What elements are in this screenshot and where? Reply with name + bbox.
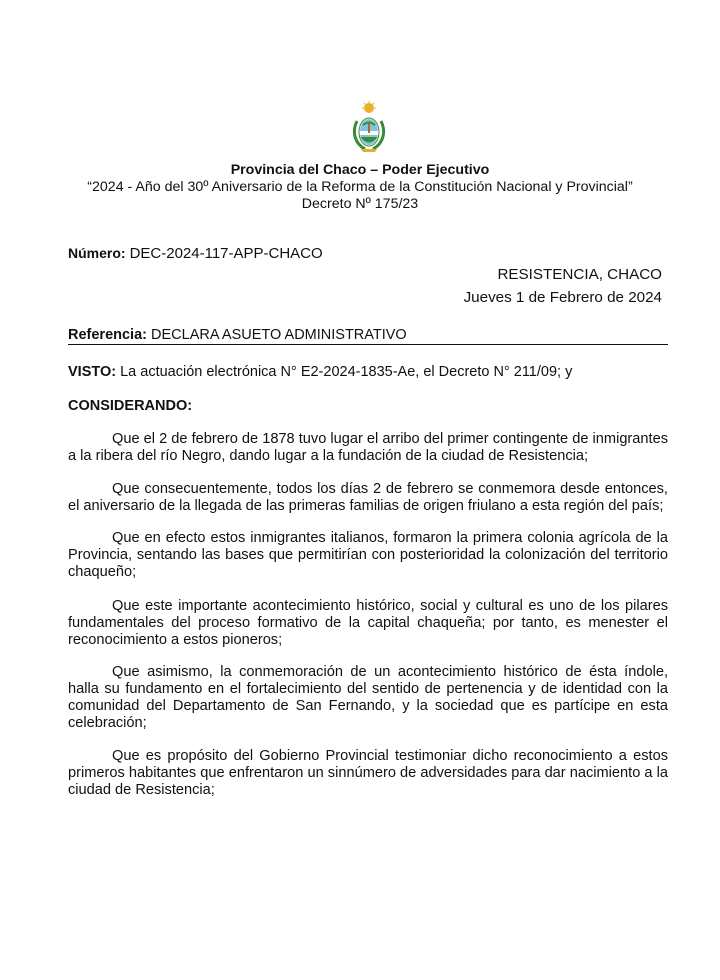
reference-row xyxy=(68,327,668,345)
considerando-heading: CONSIDERANDO: xyxy=(68,398,193,414)
reference-label: Referencia: xyxy=(68,327,147,343)
considerando-paragraph: Que consecuentemente, todos los días 2 de febrero se conmemora desde entonces, el aniversario de la llegada de las primeras familias de origen friulano a esta región del país; xyxy=(68,481,668,514)
document-place: RESISTENCIA, CHACO xyxy=(497,266,662,283)
year-motto: “2024 - Año del 30º Aniversario de la Reforma de la Constitución Nacional y Provincial” xyxy=(87,179,633,195)
considerando-paragraph: Que en efecto estos inmigrantes italianos, formaron la primera colonia agrícola de la Provincia, sentando las bases que permitirían con posterioridad la colonización del territorio chaqueño; xyxy=(68,530,668,580)
considerando-paragraph: Que es propósito del Gobierno Provincial testimoniar dicho reconocimiento a estos primeros habitantes que enfrentaron un sinnúmero de adversidades para dar nacimiento a la ciudad de Resistencia; xyxy=(68,748,668,798)
reference-value: DECLARA ASUETO ADMINISTRATIVO xyxy=(151,327,407,343)
considerando-paragraph: Que el 2 de febrero de 1878 tuvo lugar el arribo del primer contingente de inmigrantes a la ribera del río Negro, dando lugar a la fundación de la ciudad de Resistencia; xyxy=(68,431,668,464)
considerando-paragraph: Que asimismo, la conmemoración de un acontecimiento histórico de ésta índole, halla su fundamento en el fortalecimiento del sentido de pertenencia y de identidad con la comunidad del Departamento de San Fernando, y la sociedad que es partícipe en esta celebración; xyxy=(68,664,668,731)
document-number-value: DEC-2024-117-APP-CHACO xyxy=(129,245,323,262)
visto-label: VISTO: xyxy=(68,364,117,380)
visto-row xyxy=(68,364,572,380)
government-header-title: Provincia del Chaco – Poder Ejecutivo xyxy=(230,162,490,178)
visto-value: La actuación electrónica N° E2-2024-1835-Ae, el Decreto N° 211/09; y xyxy=(120,364,573,380)
document-number-row xyxy=(68,245,323,262)
chaco-coat-of-arms-icon xyxy=(351,101,387,153)
considerando-paragraph: Que este importante acontecimiento histórico, social y cultural es uno de los pilares fundamentales del proceso formativo de la capital chaqueña; por tanto, es menester el reconocimiento a estos pioneros; xyxy=(68,598,668,648)
document-number-label: Número: xyxy=(68,245,126,261)
document-date: Jueves 1 de Febrero de 2024 xyxy=(463,289,662,306)
decree-number-header: Decreto Nº 175/23 xyxy=(301,196,419,212)
